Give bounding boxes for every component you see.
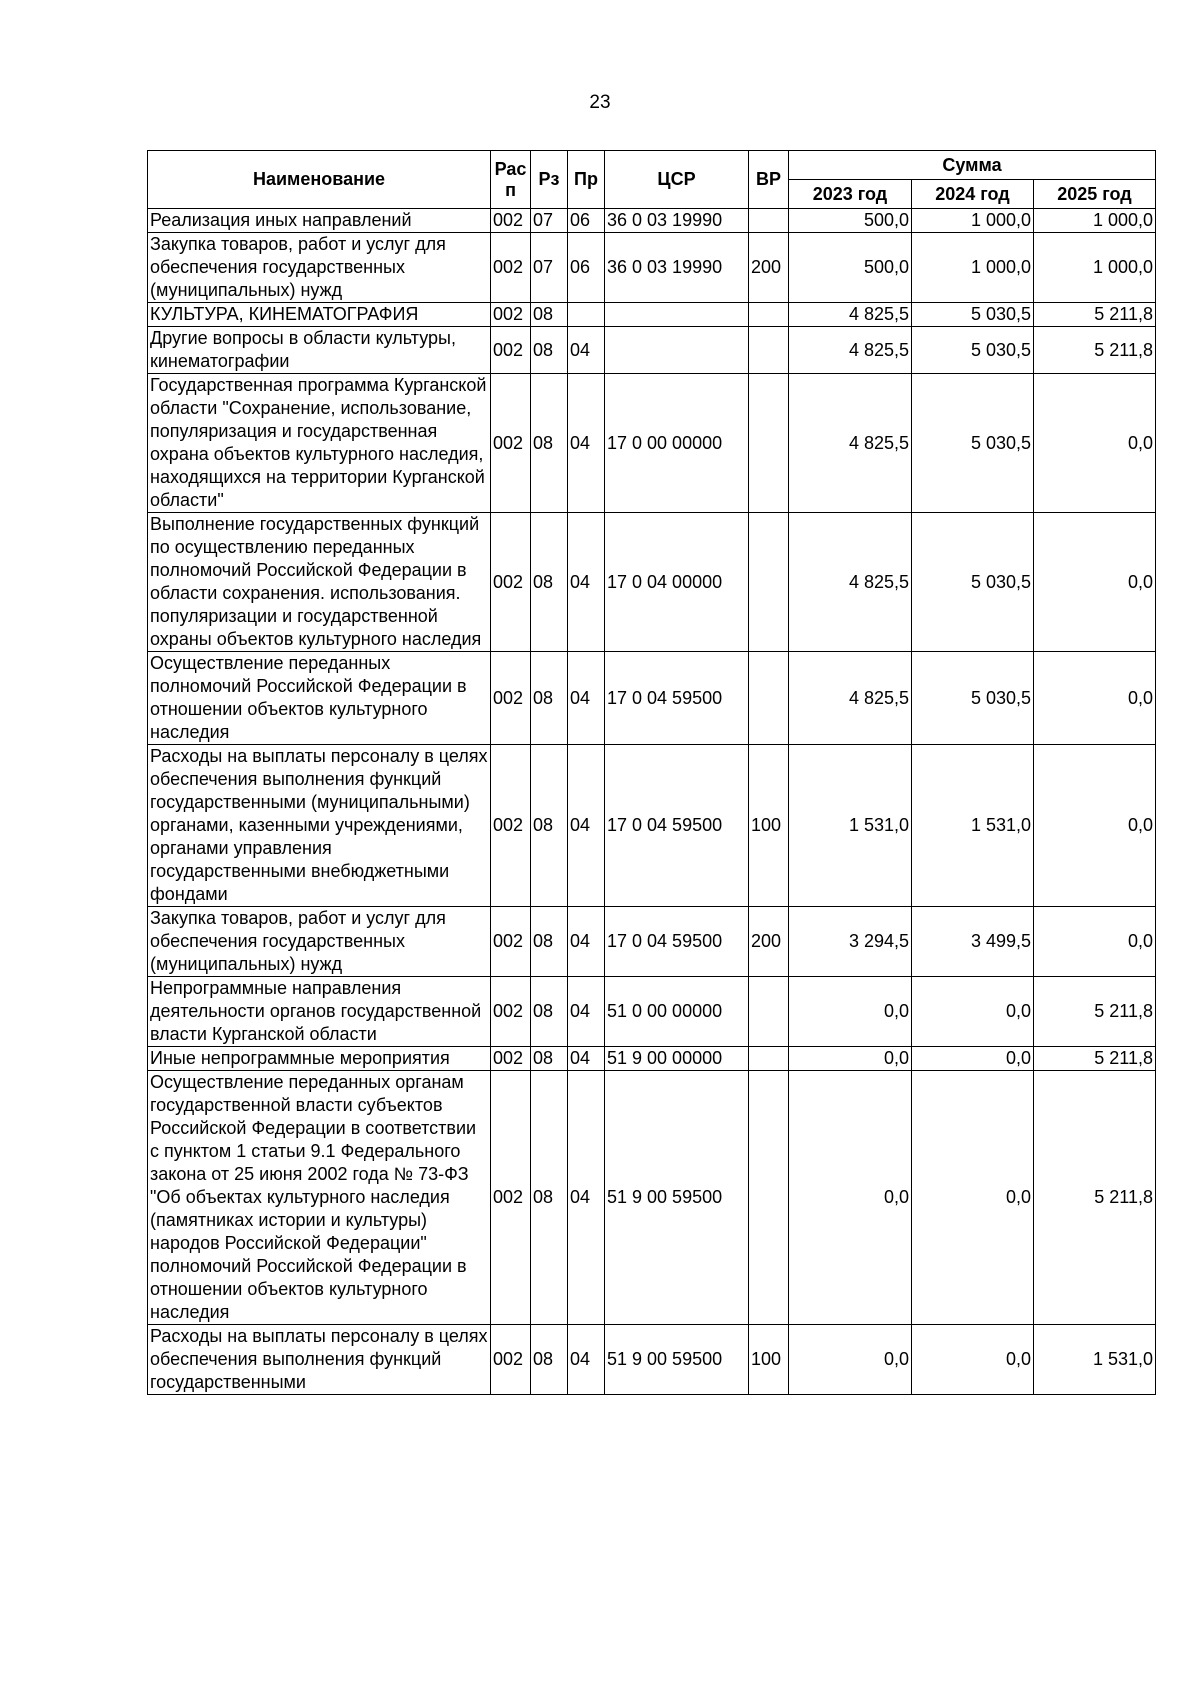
cell-csr: 51 9 00 00000: [605, 1047, 749, 1071]
cell-y2024: 5 030,5: [912, 513, 1034, 652]
cell-y2025: 0,0: [1034, 652, 1156, 745]
cell-y2025: 1 000,0: [1034, 209, 1156, 233]
cell-csr: 17 0 04 59500: [605, 745, 749, 907]
cell-rasp: 002: [491, 374, 531, 513]
cell-pr: 04: [568, 327, 605, 374]
cell-y2024: 0,0: [912, 977, 1034, 1047]
cell-name: Закупка товаров, работ и услуг для обеспечения государственных (муниципальных) нужд: [148, 233, 491, 303]
cell-y2024: 1 000,0: [912, 209, 1034, 233]
cell-name: Реализация иных направлений: [148, 209, 491, 233]
table-row: [148, 327, 1156, 374]
cell-name: КУЛЬТУРА, КИНЕМАТОГРАФИЯ: [148, 303, 491, 327]
cell-rasp: 002: [491, 303, 531, 327]
cell-name: Государственная программа Курганской области "Сохранение, использование, популяризация и государственная охрана объектов культурного наследия, находящихся на территории Курганской области": [148, 374, 491, 513]
cell-vr: [749, 513, 789, 652]
table-row: [148, 209, 1156, 233]
cell-rasp: 002: [491, 1325, 531, 1395]
cell-csr: 36 0 03 19990: [605, 233, 749, 303]
cell-y2024: 5 030,5: [912, 327, 1034, 374]
cell-csr: 17 0 04 00000: [605, 513, 749, 652]
header-rasp: Рас п: [491, 151, 531, 209]
cell-rz: 07: [531, 233, 568, 303]
cell-rz: 08: [531, 513, 568, 652]
cell-rasp: 002: [491, 327, 531, 374]
cell-rasp: 002: [491, 907, 531, 977]
header-row: [148, 151, 1156, 180]
cell-name: Расходы на выплаты персоналу в целях обеспечения выполнения функций государственными (муниципальными) органами, казенными учреждениями, органами управления государственными внебюджетными фондами: [148, 745, 491, 907]
cell-csr: [605, 303, 749, 327]
cell-y2024: 5 030,5: [912, 374, 1034, 513]
cell-rz: 08: [531, 977, 568, 1047]
cell-name: Другие вопросы в области культуры, кинематографии: [148, 327, 491, 374]
cell-rasp: 002: [491, 977, 531, 1047]
cell-y2023: 1 531,0: [789, 745, 912, 907]
cell-y2023: 4 825,5: [789, 374, 912, 513]
cell-name: Расходы на выплаты персоналу в целях обеспечения выполнения функций государственными: [148, 1325, 491, 1395]
cell-y2025: 0,0: [1034, 513, 1156, 652]
cell-y2023: 0,0: [789, 977, 912, 1047]
cell-vr: [749, 327, 789, 374]
cell-rz: 08: [531, 1071, 568, 1325]
cell-y2025: 5 211,8: [1034, 1047, 1156, 1071]
table-row: [148, 513, 1156, 652]
cell-y2025: 5 211,8: [1034, 1071, 1156, 1325]
cell-csr: 51 0 00 00000: [605, 977, 749, 1047]
table-body: [148, 209, 1156, 1395]
cell-csr: 17 0 04 59500: [605, 907, 749, 977]
cell-rz: 08: [531, 327, 568, 374]
cell-rz: 08: [531, 745, 568, 907]
cell-rz: 08: [531, 1325, 568, 1395]
cell-rz: 08: [531, 303, 568, 327]
table-row: [148, 977, 1156, 1047]
cell-y2025: 1 000,0: [1034, 233, 1156, 303]
table-row: [148, 374, 1156, 513]
cell-rasp: 002: [491, 652, 531, 745]
cell-vr: [749, 977, 789, 1047]
cell-vr: 100: [749, 745, 789, 907]
cell-vr: [749, 374, 789, 513]
table-row: [148, 1047, 1156, 1071]
cell-name: Осуществление переданных органам государственной власти субъектов Российской Федерации в соответствии с пунктом 1 статьи 9.1 Федерального закона от 25 июня 2002 года № 73-ФЗ "Об объектах культурного наследия (памятниках истории и культуры) народов Российской Федерации" полномочий Российской Федерации в отношении объектов культурного наследия: [148, 1071, 491, 1325]
cell-y2023: 500,0: [789, 209, 912, 233]
cell-y2024: 0,0: [912, 1047, 1034, 1071]
header-csr: ЦСР: [605, 151, 749, 209]
header-year-2024: 2024 год: [912, 180, 1034, 209]
table-row: [148, 907, 1156, 977]
header-sum: Сумма: [789, 151, 1156, 180]
cell-csr: 17 0 04 59500: [605, 652, 749, 745]
page-number: 23: [589, 92, 611, 113]
cell-y2023: 4 825,5: [789, 303, 912, 327]
cell-pr: 06: [568, 233, 605, 303]
cell-pr: 04: [568, 374, 605, 513]
cell-pr: 04: [568, 652, 605, 745]
cell-pr: 04: [568, 907, 605, 977]
cell-name: Иные непрограммные мероприятия: [148, 1047, 491, 1071]
cell-rasp: 002: [491, 209, 531, 233]
cell-rz: 08: [531, 374, 568, 513]
table-row: [148, 233, 1156, 303]
cell-pr: 04: [568, 513, 605, 652]
cell-rz: 08: [531, 652, 568, 745]
cell-y2024: 5 030,5: [912, 303, 1034, 327]
cell-y2025: 0,0: [1034, 745, 1156, 907]
cell-y2023: 0,0: [789, 1325, 912, 1395]
cell-vr: 200: [749, 233, 789, 303]
cell-csr: 51 9 00 59500: [605, 1071, 749, 1325]
header-year-2023: 2023 год: [789, 180, 912, 209]
cell-y2023: 4 825,5: [789, 327, 912, 374]
cell-vr: [749, 1047, 789, 1071]
header-pr: Пр: [568, 151, 605, 209]
cell-y2023: 0,0: [789, 1071, 912, 1325]
cell-y2025: 0,0: [1034, 374, 1156, 513]
header-vr: ВР: [749, 151, 789, 209]
cell-rz: 08: [531, 1047, 568, 1071]
cell-y2025: 0,0: [1034, 907, 1156, 977]
table-row: [148, 652, 1156, 745]
cell-y2023: 0,0: [789, 1047, 912, 1071]
cell-y2025: 1 531,0: [1034, 1325, 1156, 1395]
cell-csr: 36 0 03 19990: [605, 209, 749, 233]
cell-pr: 04: [568, 1325, 605, 1395]
cell-pr: 06: [568, 209, 605, 233]
cell-csr: [605, 327, 749, 374]
table-row: [148, 303, 1156, 327]
cell-y2024: 0,0: [912, 1325, 1034, 1395]
cell-y2023: 3 294,5: [789, 907, 912, 977]
cell-rz: 08: [531, 907, 568, 977]
table-row: [148, 745, 1156, 907]
cell-y2025: 5 211,8: [1034, 327, 1156, 374]
cell-pr: 04: [568, 1047, 605, 1071]
budget-table: [147, 150, 1156, 1395]
cell-y2024: 0,0: [912, 1071, 1034, 1325]
cell-vr: [749, 652, 789, 745]
cell-vr: [749, 1071, 789, 1325]
cell-y2024: 1 531,0: [912, 745, 1034, 907]
cell-y2023: 4 825,5: [789, 652, 912, 745]
cell-vr: 200: [749, 907, 789, 977]
header-rz: Рз: [531, 151, 568, 209]
cell-rasp: 002: [491, 233, 531, 303]
cell-y2024: 3 499,5: [912, 907, 1034, 977]
cell-rasp: 002: [491, 513, 531, 652]
cell-pr: 04: [568, 977, 605, 1047]
cell-rasp: 002: [491, 1047, 531, 1071]
header-year-2025: 2025 год: [1034, 180, 1156, 209]
cell-name: Закупка товаров, работ и услуг для обеспечения государственных (муниципальных) нужд: [148, 907, 491, 977]
cell-name: Осуществление переданных полномочий Российской Федерации в отношении объектов культурного наследия: [148, 652, 491, 745]
cell-y2024: 1 000,0: [912, 233, 1034, 303]
cell-csr: 51 9 00 59500: [605, 1325, 749, 1395]
cell-rz: 07: [531, 209, 568, 233]
cell-vr: [749, 209, 789, 233]
cell-y2023: 4 825,5: [789, 513, 912, 652]
cell-name: Непрограммные направления деятельности органов государственной власти Курганской области: [148, 977, 491, 1047]
cell-pr: 04: [568, 745, 605, 907]
cell-pr: [568, 303, 605, 327]
cell-pr: 04: [568, 1071, 605, 1325]
table-row: [148, 1071, 1156, 1325]
cell-rasp: 002: [491, 745, 531, 907]
cell-y2023: 500,0: [789, 233, 912, 303]
cell-name: Выполнение государственных функций по осуществлению переданных полномочий Российской Федерации в области сохранения. использования. популяризации и государственной охраны объектов культурного наследия: [148, 513, 491, 652]
cell-vr: 100: [749, 1325, 789, 1395]
cell-y2025: 5 211,8: [1034, 303, 1156, 327]
cell-vr: [749, 303, 789, 327]
header-name: Наименование: [148, 151, 491, 209]
cell-csr: 17 0 00 00000: [605, 374, 749, 513]
cell-y2024: 5 030,5: [912, 652, 1034, 745]
cell-y2025: 5 211,8: [1034, 977, 1156, 1047]
cell-rasp: 002: [491, 1071, 531, 1325]
table-row: [148, 1325, 1156, 1395]
